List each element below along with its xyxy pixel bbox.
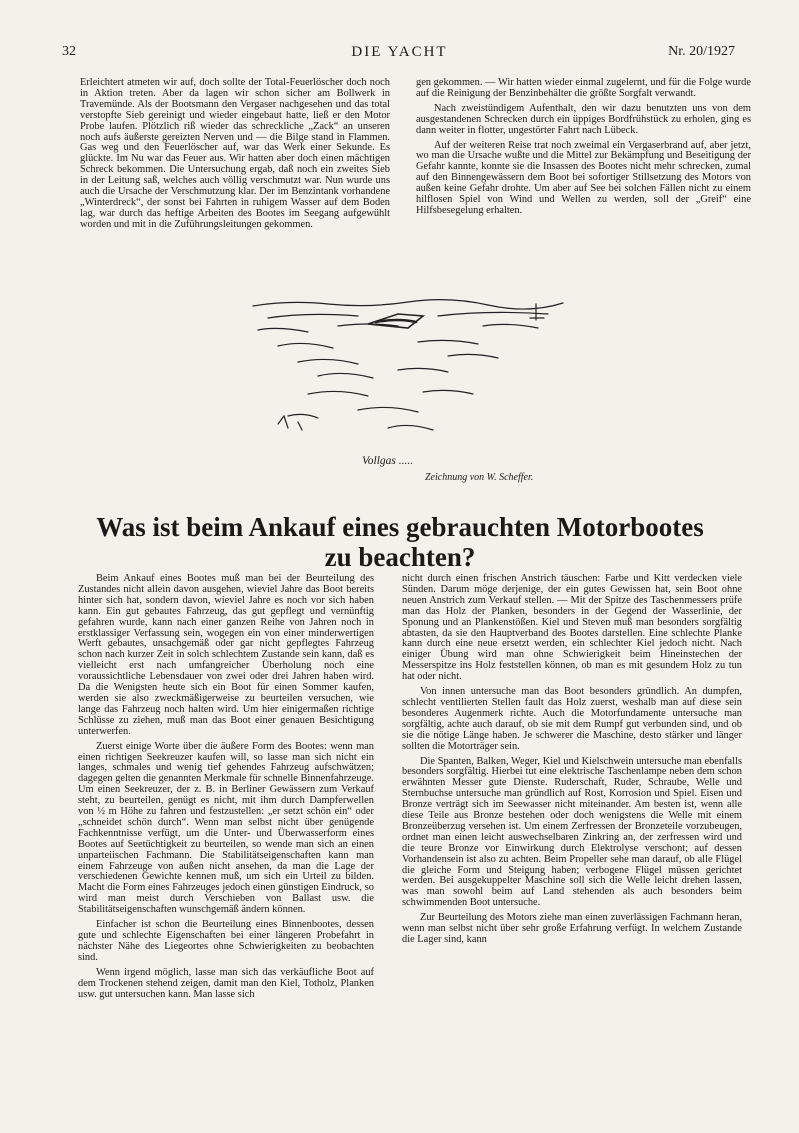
paragraph: Beim Ankauf eines Bootes muß man bei der Beurteilung des Zustandes nicht allein davon ausgehen, wieviel Jahre das Boot bereits hinter sich hat, sondern davon, wieviel Jahre es noch vor sich haben kann. Ein gut gebautes Fahrzeug, das gut gepflegt und vernünftig gefahren wurde, kann nach einer ganzen Reihe von Jahren noch in erstklassiger Verfassung sein, wogegen ein von einer minderwertigen Werft gebautes, unsachgemäß oder gar nicht gepflegtes Fahrzeug schon nach kurzer Zeit in solch schlechtem Zustande sein kann, daß es vielleicht erst nach umfangreicher Überholung noch eine voraussichtliche Lebensdauer von zwei oder drei Jahren haben wird. Da die Wenigsten heute sich ein Boot für einen Sommer kaufen, werden sie also zweckmäßigerweise zu beurteilen versuchen, wie lange das Fahrzeug noch halten wird. Um hier einigermaßen richtige Schlüsse zu ziehen, muß man das Boot einer genauen Besichtigung unterwerfen.: [78, 573, 374, 737]
illustration-credit: Zeichnung von W. Scheffer.: [425, 472, 534, 483]
story-column-right: [416, 78, 751, 221]
page-header: [0, 44, 799, 64]
paragraph: Zuerst einige Worte über die äußere Form des Bootes: wenn man einen richtigen Seekreuzer kaufen will, so lasse man sich nicht ein langes, schmales und wenig tief gehendes Fahrzeug aufschwätzen; dagegen gelten die genannten Merkmale für schnelle Binnenfahrzeuge. Um einen Seekreuzer, der z. B. in Berliner Gewässern zum Verkauf steht, zu beurteilen, genügt es nicht, mit ihm durch Dampferwellen von ½ m Höhe zu fahren und festzustellen: „er setzt schön ein“ oder „schneidet schön durch“. Wenn man selbst nicht über genügende Fachkenntnisse verfügt, um die Unter- und Überwasserform eines Bootes auf Seetüchtigkeit zu beurteilen, so wende man sich an einen unparteiischen Fachmann. Die Stabilitätseigenschaften kann man einem Fahrzeuge von außen nicht ansehen, da man die Lage der verschiedenen Gewichte kennen muß, um sich ein Urteil zu bilden. Macht die Form eines Fahrzeuges jedoch einen günstigen Eindruck, so wird man meist durch Verschieben von Ballast usw. die Stabilitätseigenschaften wunschgemäß ändern können.: [78, 740, 375, 916]
illustration-caption: Vollgas .....: [362, 455, 414, 467]
paragraph: Die Spanten, Balken, Weger, Kiel und Kielschwein untersuche man ebenfalls besonders sorgfältig. Hierbei tut eine elektrische Taschenlampe neben dem schon erwähnten Messer gute Dienste. Ruderschaft, Ruder, Schraube, Welle und Sternbuchse untersuche man gründlich auf Rost, Korrosion und Spiel. Eisen und Bronze verträgt sich im Seewasser nicht miteinander. Am besten ist, wenn alle diese Teile aus Bronze bestehen oder doch wenigstens die Welle mit einem Bronzeüberzug versehen ist. Um einem Zerfressen der Bronzeteile vorzubeugen, ordnet man einen leicht auswechselbaren Zinkring an, der zerfressen wird und die teure Bronze vor Einwirkung durch Elektrolyse verschont; auf dessen Vorhandensein ist also zu achten. Beim Propeller sehe man darauf, ob alle Flügel die gleiche Form und Steigung haben; verbogene Flügel müssen gerichtet werden. Bei ausgekuppelter Maschine soll sich die Welle leicht drehen lassen, was man sowohl beim auf Land stehenden als auch besonders beim schwimmenden Boot untersuche.: [402, 755, 742, 909]
paragraph: Erleichtert atmeten wir auf, doch sollte der Total-Feuerlöscher doch noch in Aktion treten. Aber da lagen wir schon sicher am Bollwerk in Travemünde. Als der Bootsmann den Vergaser nachgesehen und das total verstopfte Sieb gereinigt und wieder eingebaut hatte, ließ er den Motor Probe laufen. Plötzlich riß wieder das schreckliche „Zack“ an unseren noch aufs äußerste gereizten Nerven und — die Bilge stand in Flammen. Gas weg und den Feuerlöscher auf, war das Werk einer Sekunde. Es glückte. Im Nu war das Feuer aus. Wir hatten aber doch einen mächtigen Schreck bekommen. Die Untersuchung ergab, daß noch ein zweites Sieb in der Leitung saß, welches auch völlig verschmutzt war. Nun wurde uns auch die Ursache der Verschmutzung klar. Der im Benzintank vorhandene „Winterdreck“, der sonst bei Fahrten in ruhigem Wasser auf dem Boden lag, war durch das heftige Arbeiten des Bootes im Seegang aufgewühlt worden und mit in die Zuführungsleitungen gekommen.: [80, 77, 390, 230]
headline-line-2: zu beachten?: [324, 542, 476, 572]
paragraph: Von innen untersuche man das Boot besonders gründlich. An dumpfen, schlecht ventilierten Stellen fault das Holz zuerst, weshalb man auf diese sein besonderes Augenmerk richte. Auch die Motorfundamente untersuche man sorgfältig, achte auch darauf, ob sie mit dem Rumpf gut verbunden sind, und ob sie die nötige Länge haben. Je schwerer die Maschine, desto stärker und länger sollten die Motorträger sein.: [402, 686, 742, 752]
paragraph: nicht durch einen frischen Anstrich täuschen: Farbe und Kitt verdecken viele Sünden. Darum möge derjenige, der ein gutes Gewissen hat, sein Boot ohne neuen Anstrich zum Verkauf stellen. — Mit der Spitze des Taschenmessers prüfe man das Holz der Planken, besonders in der Gegend der Wasserlinie, der Sponung und an Plankenstößen. Kiel und Steven muß man besonders sorgfältig abtasten, da sie den Hauptverband des Bootes darstellen. Eine schlechte Planke kann durch eine neue ersetzt werden, ein schlechter Kiel jedoch nicht. Nach einiger Übung wird man ohne Schwierigkeit beim Hineinstechen der Messerspitze ins Holz feststellen können, ob man es mit gesundem Holz zu tun hat oder nicht.: [402, 573, 742, 683]
magazine-title: DIE YACHT: [351, 44, 448, 60]
issue-number: Nr. 20/1927: [668, 44, 735, 59]
paragraph: Nach zweistündigem Aufenthalt, den wir dazu benutzten uns von dem ausgestandenen Schrecken durch ein üppiges Bordfrühstück zu erholen, ging es dann weiter in flotter, ungestörter Fahrt nach Lübeck.: [416, 102, 751, 136]
boat-sketch-illustration: [248, 296, 568, 446]
article-column-right: [402, 574, 742, 950]
paragraph: Auf der weiteren Reise trat noch zweimal ein Vergaserbrand auf, aber jetzt, wo man die Ursache wußte und die Mittel zur Bekämpfung und Beseitigung der Gefahr kannte, konnte sie die Insassen des Bootes nicht mehr schrecken, zumal auf den Binnengewässern dem Boot bei sofortiger Stillsetzung des Motors von außen keine Gefahr drohte. Um aber auf See bei solchen Fällen nicht zu einem hilflosen Spiel von Wind und Wellen zu werden, soll der „Greif“ eine Hilfsbesegelung erhalten.: [416, 139, 751, 216]
page-number: 32: [62, 44, 76, 59]
article-headline: [60, 512, 740, 572]
headline-line-1: Was ist beim Ankauf eines gebrauchten Motorbootes: [96, 512, 704, 542]
paragraph: Einfacher ist schon die Beurteilung eines Binnenbootes, dessen gute und schlechte Eigenschaften bei einer längeren Probefahrt in nächster Nähe des Liegeortes ohne Schwierigkeiten zu beobachten sind.: [78, 919, 374, 963]
article-column-left: [78, 574, 374, 1004]
story-column-left: [80, 78, 390, 235]
paragraph: gen gekommen. — Wir hatten wieder einmal zugelernt, und für die Folge wurde auf die Reinigung der Benzinbehälter die größte Sorgfalt verwandt.: [416, 77, 751, 99]
paragraph: Wenn irgend möglich, lasse man sich das verkäufliche Boot auf dem Trockenen stehend zeigen, damit man den Kiel, Totholz, Planken usw. gut untersuchen kann. Man lasse sich: [78, 966, 374, 1000]
paragraph: Zur Beurteilung des Motors ziehe man einen zuverlässigen Fachmann heran, wenn man selbst nicht über sehr große Erfahrung verfügt. In welchem Zustande die Lager sind, kann: [402, 912, 742, 945]
